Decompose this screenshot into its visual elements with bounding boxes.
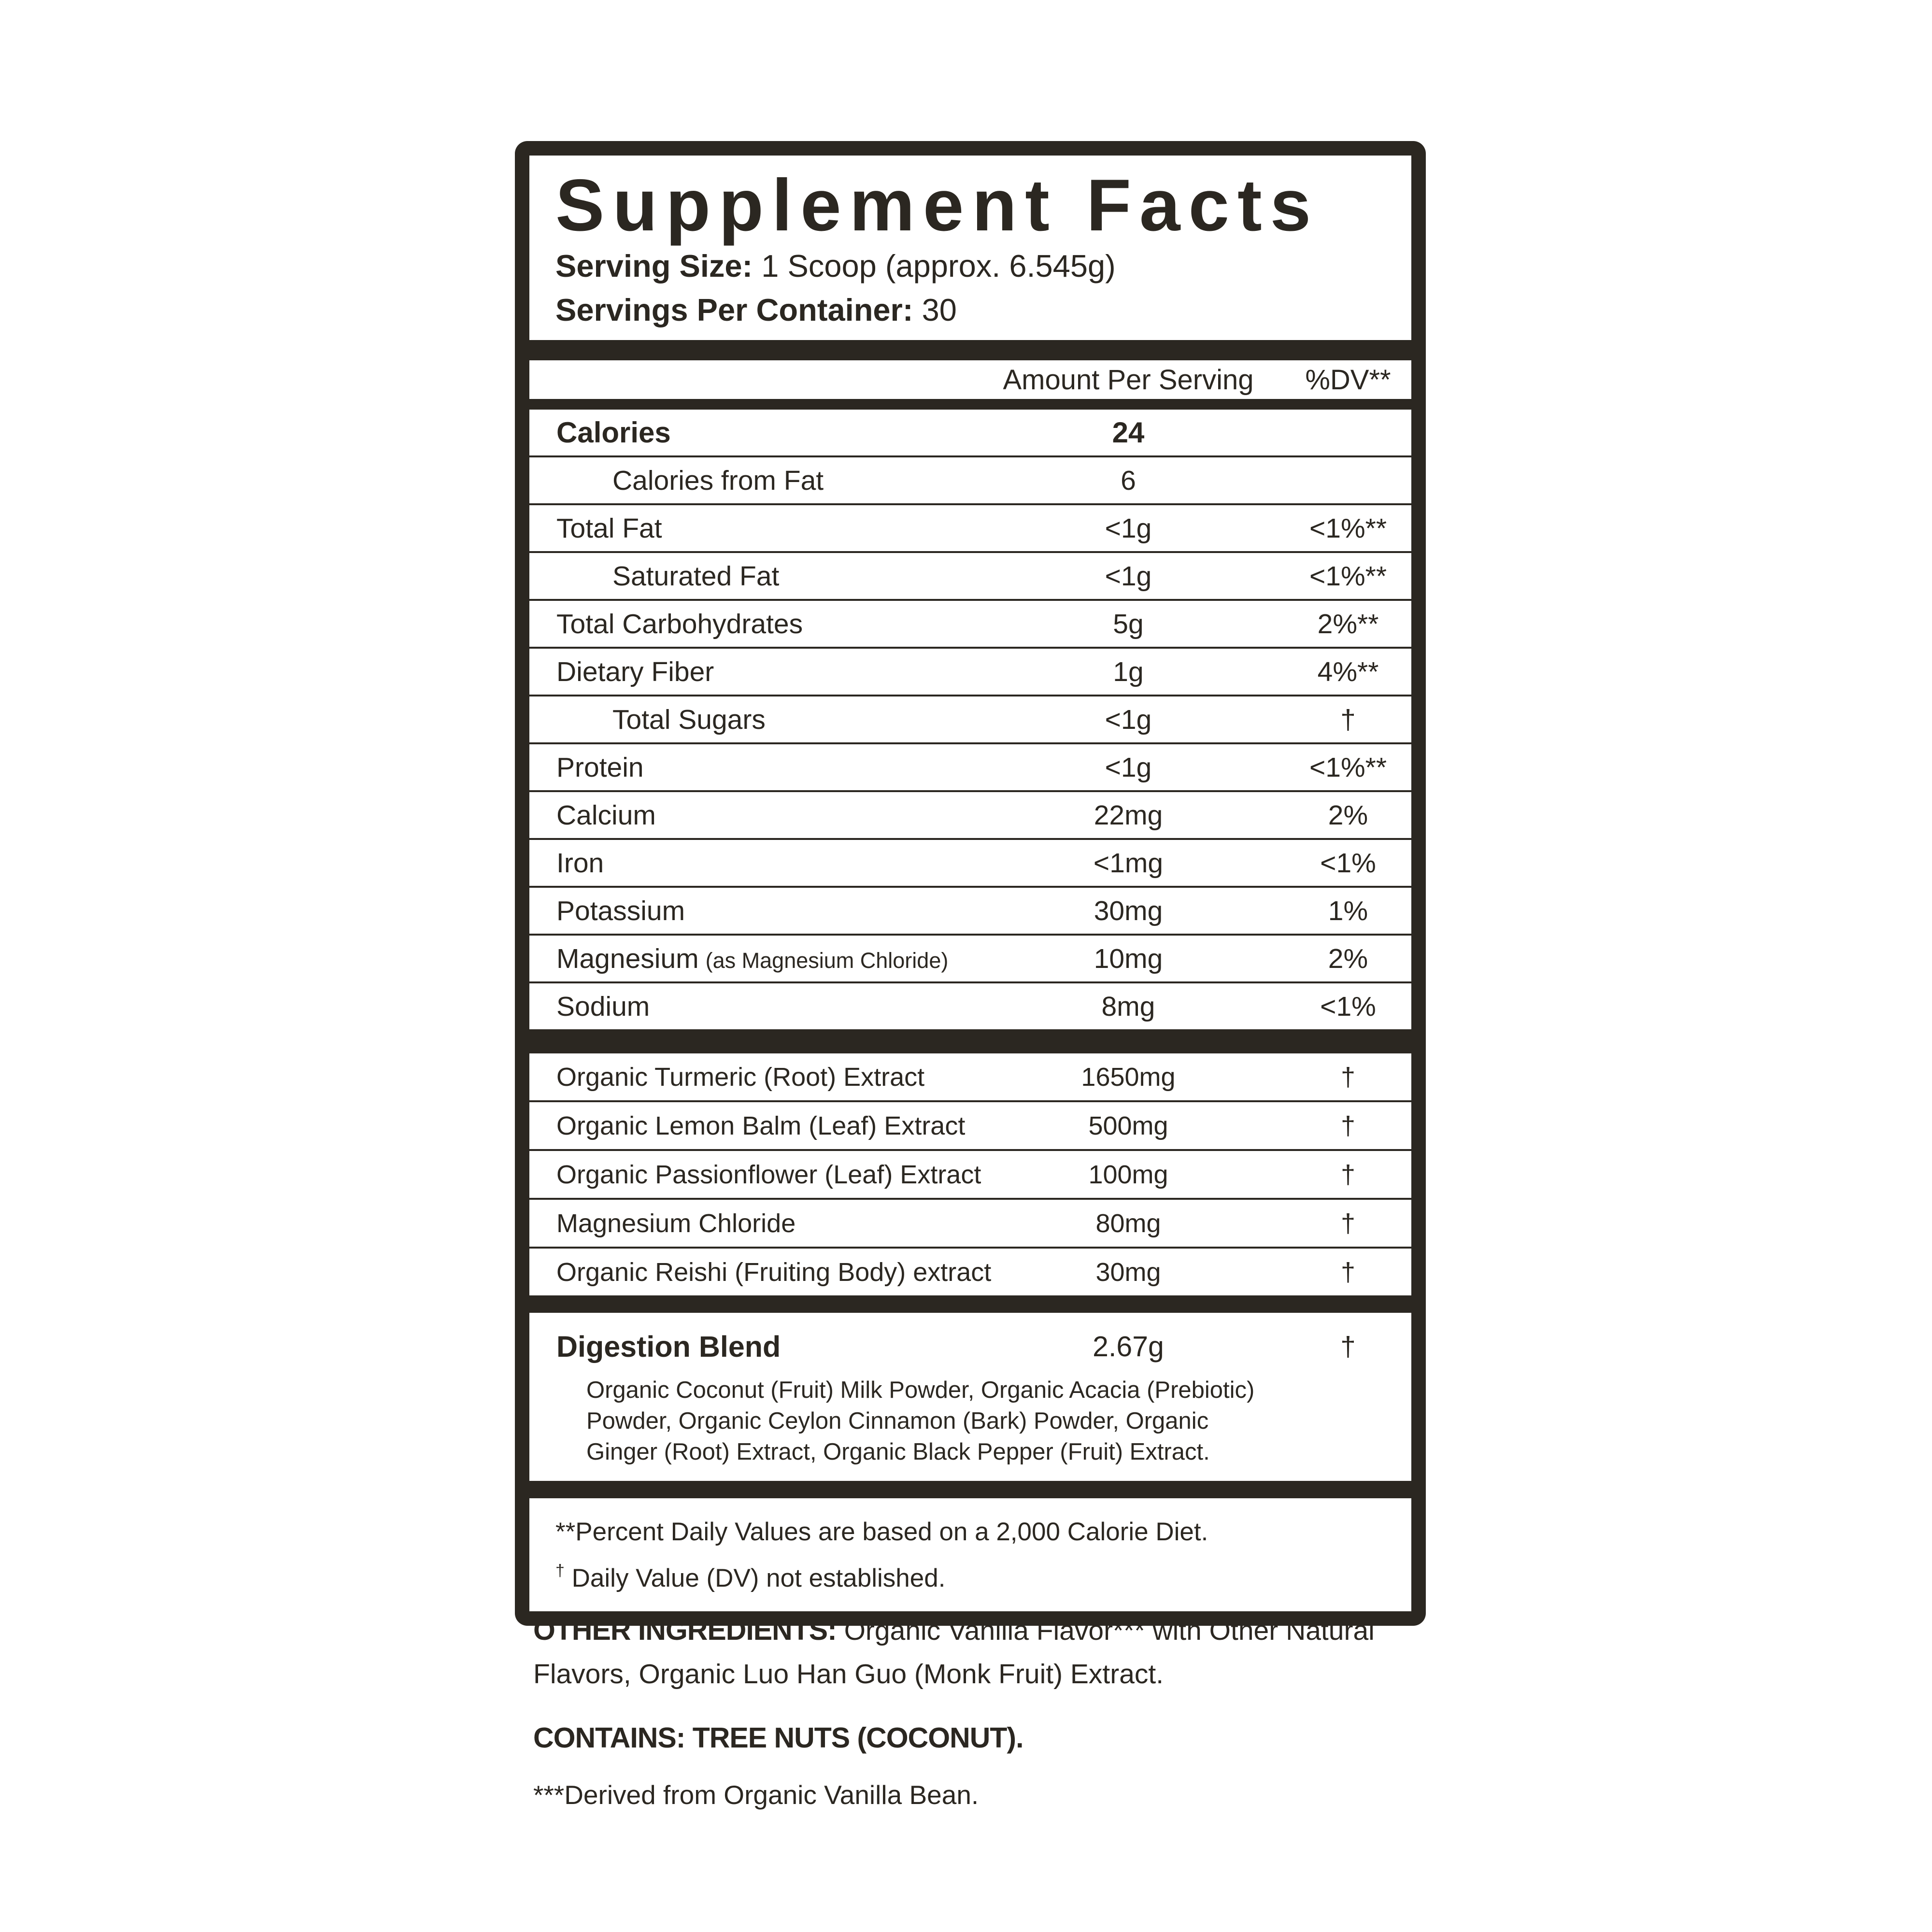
botanical-row-turmeric: Organic Turmeric (Root) Extract 1650mg †	[529, 1053, 1411, 1102]
nutrient-row-iron: Iron <1mg <1%	[529, 840, 1411, 888]
percent-dv-header: %DV**	[1305, 364, 1391, 396]
nutrient-row-saturated-fat: Saturated Fat <1g <1%**	[529, 553, 1411, 601]
nutrient-row-magnesium: Magnesium (as Magnesium Chloride) 10mg 2%	[529, 936, 1411, 983]
servings-per-container-label: Servings Per Container:	[555, 292, 913, 327]
serving-size-value: 1 Scoop (approx. 6.545g)	[761, 248, 1116, 284]
digestion-blend-section	[529, 1313, 1411, 1481]
amount-per-serving-header: Amount Per Serving	[1003, 364, 1254, 396]
other-ingredients-line	[533, 1608, 1388, 1696]
nutrient-row-potassium: Potassium 30mg 1%	[529, 888, 1411, 936]
nutrient-row-sodium: Sodium 8mg <1%	[556, 991, 1376, 1022]
botanical-row-lemon-balm: Organic Lemon Balm (Leaf) Extract 500mg †	[529, 1102, 1411, 1151]
below-panel-text	[533, 1608, 1388, 1812]
other-ingredients-label: OTHER INGREDIENTS:	[533, 1614, 837, 1646]
footnotes-section	[529, 1498, 1411, 1611]
digestion-blend-row: Digestion Blend 2.67g †	[556, 1330, 1356, 1364]
section-divider-bar	[529, 1295, 1411, 1313]
nutrient-row-calories-from-fat: Calories from Fat 6	[529, 457, 1411, 505]
footnote-percent-dv: **Percent Daily Values are based on a 2,000 Calorie Diet.	[555, 1518, 1208, 1547]
section-divider-bar	[529, 340, 1411, 360]
nutrient-row-total-fat: Total Fat <1g <1%**	[529, 505, 1411, 553]
nutrient-row-calories: Calories 24	[529, 410, 1411, 457]
nutrient-row-total-carbohydrates: Total Carbohydrates 5g 2%**	[529, 601, 1411, 649]
contains-statement: CONTAINS: TREE NUTS (COCONUT).	[533, 1722, 1023, 1754]
column-header-row	[529, 360, 1411, 399]
nutrient-row-dietary-fiber: Dietary Fiber 1g 4%**	[529, 649, 1411, 696]
serving-size-line	[555, 246, 1385, 287]
supplement-facts-panel	[515, 141, 1426, 1626]
botanical-row-reishi: Organic Reishi (Fruiting Body) extract 30mg †	[556, 1257, 1356, 1287]
nutrient-row-protein: Protein <1g <1%**	[529, 744, 1411, 792]
botanical-row-magnesium-chloride: Magnesium Chloride 80mg †	[529, 1200, 1411, 1249]
title-block	[529, 156, 1411, 340]
other-ingredients-value: Organic Vanilla Flavor*** with Other Natural Flavors, Organic Luo Han Guo (Monk Fruit) Extract.	[533, 1615, 1375, 1690]
servings-per-container-line	[555, 290, 1385, 331]
section-divider-bar	[529, 399, 1411, 410]
servings-per-container-value: 30	[922, 292, 957, 327]
section-divider-bar	[529, 1481, 1411, 1498]
section-divider-bar	[529, 1029, 1411, 1053]
footnote-dv-not-established: † Daily Value (DV) not established.	[555, 1562, 946, 1593]
panel-title: Supplement Facts	[555, 164, 1320, 246]
nutrient-row-total-sugars: Total Sugars <1g †	[529, 696, 1411, 744]
digestion-blend-ingredients: Organic Coconut (Fruit) Milk Powder, Organic Acacia (Prebiotic) Powder, Organic Ceylon Cinnamon (Bark) Powder, Organic Ginger (Root) Extract, Organic Black Pepper (Fruit) Extract.	[586, 1377, 1255, 1465]
derived-note: ***Derived from Organic Vanilla Bean.	[533, 1780, 979, 1810]
nutrient-row-calcium: Calcium 22mg 2%	[529, 792, 1411, 840]
magnesium-source-note: (as Magnesium Chloride)	[705, 948, 949, 973]
serving-size-label: Serving Size:	[555, 248, 753, 284]
dagger-symbol: †	[555, 1562, 565, 1580]
botanical-row-passionflower: Organic Passionflower (Leaf) Extract 100mg †	[529, 1151, 1411, 1200]
